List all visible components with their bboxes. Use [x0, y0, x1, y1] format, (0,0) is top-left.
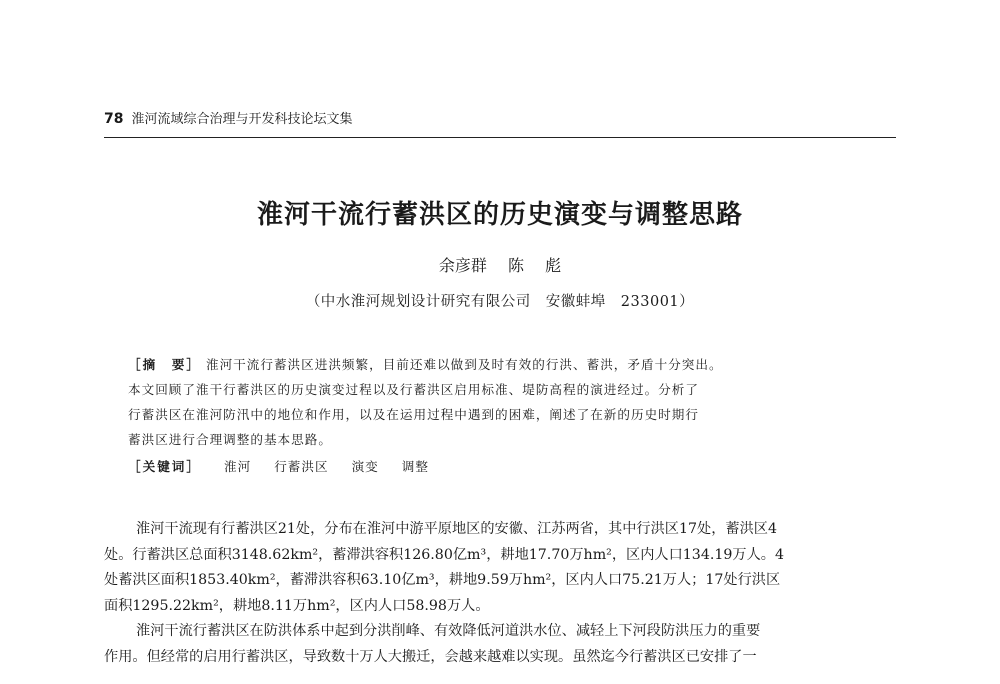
paper-title: 淮河干流行蓄洪区的历史演变与调整思路 — [256, 200, 743, 230]
keyword: 行蓄洪区 — [274, 459, 329, 474]
body-line: 面积1295.22km²，耕地8.11万hm²，区内人口58.98万人。 — [104, 597, 490, 614]
abstract-text: 淮河干流行蓄洪区进洪频繁，目前还难以做到及时有效的行洪、蓄洪，矛盾十分突出。 — [205, 357, 723, 372]
keyword: 淮河 — [223, 459, 252, 474]
body-line: 淮河干流现有行蓄洪区21处，分布在淮河中游平原地区的安徽、江苏两省，其中行洪区17处，蓄洪区4 — [136, 521, 778, 537]
abstract-block — [128, 352, 898, 479]
abstract-line — [128, 352, 898, 377]
header-rule — [104, 137, 896, 138]
abstract-line: 蓄洪区进行合理调整的基本思路。 — [128, 432, 332, 447]
body-line: 处。行蓄洪区总面积3148.62km²，蓄滞洪容积126.80亿m³，耕地17.70万hm²，区内人口134.19万人。4 — [104, 546, 785, 563]
abstract-line: 行蓄洪区在淮河防汛中的地位和作用，以及在运用过程中遇到的困难，阐述了在新的历史时期行 — [128, 407, 699, 422]
body-line: 处蓄洪区面积1853.40km²，蓄滞洪容积63.10亿m³，耕地9.59万hm²，区内人口75.21万人；17处行洪区 — [104, 572, 781, 588]
running-header — [104, 108, 896, 127]
keyword: 演变 — [351, 459, 379, 474]
keyword: 调整 — [401, 459, 429, 474]
page-number: 78 — [104, 111, 124, 127]
keywords-line — [128, 454, 898, 479]
author-2: 陈 彪 — [508, 256, 562, 275]
affiliation: （中水淮河规划设计研究有限公司 安徽蚌埠 233001） — [305, 294, 695, 310]
body-line: 淮河干流行蓄洪区在防洪体系中起到分洪削峰、有效降低河道洪水位、减轻上下河段防洪压力的重要 — [136, 623, 761, 639]
author-1: 余彦群 — [438, 256, 487, 275]
authors — [0, 253, 1000, 276]
keywords-label: ［关键词］ — [128, 459, 201, 474]
collection-title: 淮河流域综合治理与开发科技论坛文集 — [131, 112, 353, 127]
body-line: 作用。但经常的启用行蓄洪区，导致数十万人大搬迁，会越来越难以实现。虽然迄今行蓄洪区已安排了一 — [104, 648, 757, 665]
abstract-label: ［摘 要］ — [128, 357, 201, 372]
body-text — [104, 517, 904, 670]
abstract-line: 本文回顾了淮干行蓄洪区的历史演变过程以及行蓄洪区启用标准、堤防高程的演进经过。分析了 — [128, 382, 699, 397]
